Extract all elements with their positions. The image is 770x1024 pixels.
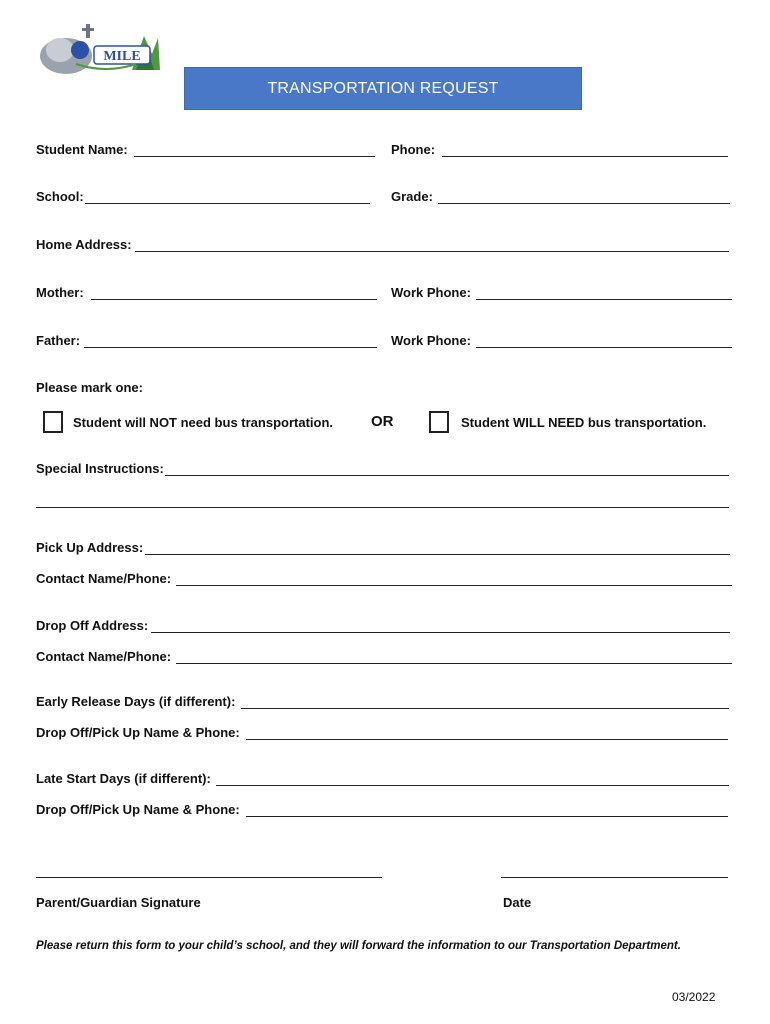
pickup-address-label: Pick Up Address: — [36, 540, 144, 555]
mother-work-phone-label: Work Phone: — [391, 285, 471, 300]
dropoff-address-label: Drop Off Address: — [36, 618, 149, 633]
phone-field[interactable] — [442, 156, 728, 157]
dropoff-contact-label: Contact Name/Phone: — [36, 649, 172, 664]
early-release-contact-label: Drop Off/Pick Up Name & Phone: — [36, 725, 240, 740]
home-address-label: Home Address: — [36, 237, 132, 252]
pickup-contact-field[interactable] — [176, 585, 732, 586]
no-bus-checkbox[interactable] — [43, 411, 63, 433]
student-name-label: Student Name: — [36, 142, 128, 157]
no-bus-option-label: Student will NOT need bus transportation. — [73, 415, 334, 430]
special-instructions-field[interactable] — [165, 475, 729, 476]
school-label: School: — [36, 189, 84, 204]
grade-field[interactable] — [438, 203, 730, 204]
phone-label: Phone: — [391, 142, 436, 157]
pickup-contact-label: Contact Name/Phone: — [36, 571, 172, 586]
home-address-field[interactable] — [135, 251, 729, 252]
school-field[interactable] — [85, 203, 370, 204]
or-label: OR — [371, 413, 394, 430]
special-instructions-label: Special Instructions: — [36, 461, 164, 476]
logo-text: MILE — [103, 49, 141, 64]
need-bus-checkbox[interactable] — [429, 411, 449, 433]
late-start-contact-label: Drop Off/Pick Up Name & Phone: — [36, 802, 240, 817]
mother-work-phone-field[interactable] — [476, 299, 732, 300]
mark-one-prompt: Please mark one: — [36, 380, 143, 395]
grade-label: Grade: — [391, 189, 433, 204]
dropoff-address-field[interactable] — [151, 632, 730, 633]
father-work-phone-field[interactable] — [476, 347, 732, 348]
logo-graphic — [36, 20, 160, 80]
parent-signature-label: Parent/Guardian Signature — [36, 895, 201, 910]
return-instructions: Please return this form to your child’s school, and they will forward the information to our Transportation Department. — [36, 940, 681, 952]
student-name-field[interactable] — [134, 156, 375, 157]
father-label: Father: — [36, 333, 81, 348]
late-start-contact-field[interactable] — [246, 816, 728, 817]
late-start-field[interactable] — [216, 785, 729, 786]
parent-signature-field[interactable] — [36, 877, 382, 878]
special-instructions-field-line2[interactable] — [36, 507, 729, 508]
revision-date: 03/2022 — [672, 990, 716, 1004]
dropoff-contact-field[interactable] — [176, 663, 732, 664]
pickup-address-field[interactable] — [145, 554, 730, 555]
need-bus-option-label: Student WILL NEED bus transportation. — [461, 415, 707, 430]
date-field[interactable] — [501, 877, 728, 878]
school-logo — [36, 20, 160, 80]
form-title: TRANSPORTATION REQUEST — [184, 67, 582, 110]
early-release-contact-field[interactable] — [246, 739, 728, 740]
father-work-phone-label: Work Phone: — [391, 333, 471, 348]
late-start-label: Late Start Days (if different): — [36, 771, 211, 786]
early-release-label: Early Release Days (if different): — [36, 694, 236, 709]
mother-label: Mother: — [36, 285, 84, 300]
father-field[interactable] — [84, 347, 377, 348]
date-label: Date — [503, 895, 532, 910]
early-release-field[interactable] — [241, 708, 729, 709]
mother-field[interactable] — [91, 299, 377, 300]
